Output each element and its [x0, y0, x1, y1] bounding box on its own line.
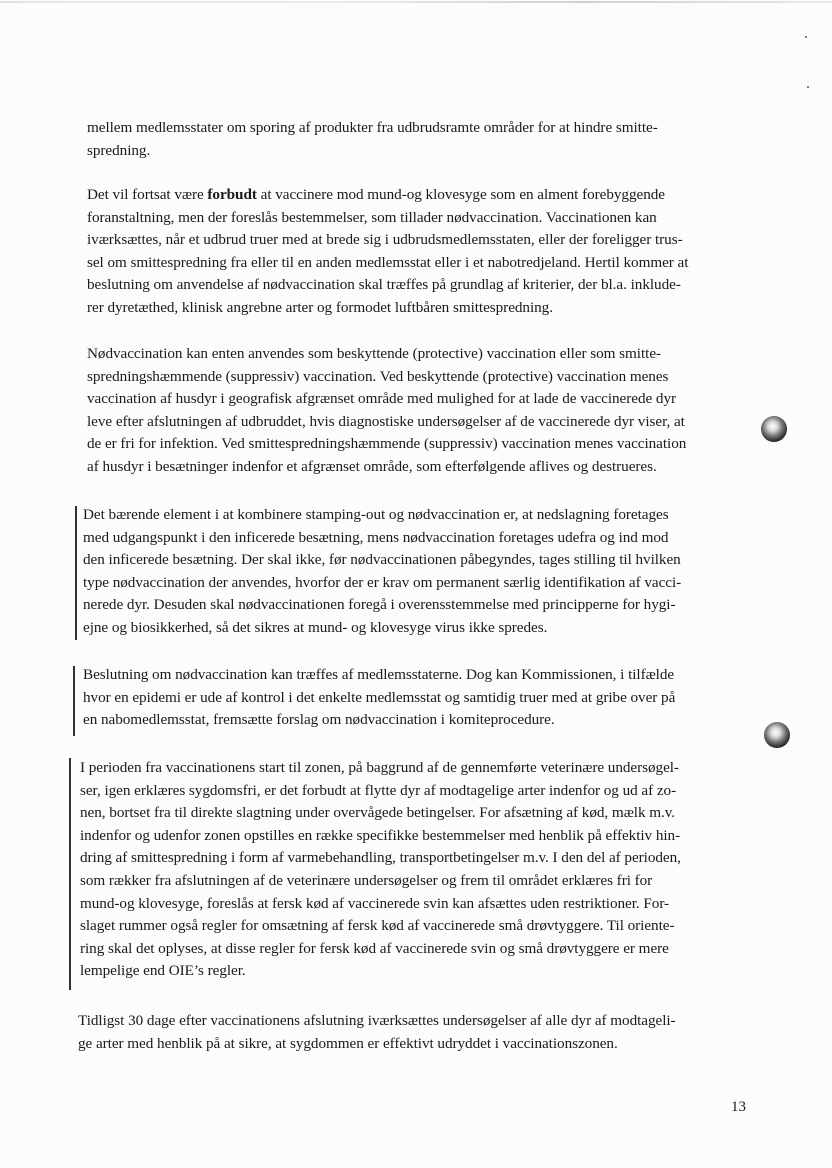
text-line: slaget rummer også regler for omsætning af fersk kød af vaccinerede små drøvtyggere. Til oriente-: [80, 917, 675, 935]
text-line: Nødvaccination kan enten anvendes som beskyttende (protective) vaccination eller som smitte-: [87, 345, 662, 362]
text-line: med udgangspunkt i den inficerede besætning, mens nødvaccination foretages udefra og ind mod: [83, 528, 669, 546]
paragraph-stamping-out: [83, 504, 681, 640]
punch-hole: [761, 416, 787, 442]
paragraph-decision: [83, 664, 675, 732]
text-line: af husdyr i besætninger indenfor et afgrænset område, som efterfølgende aflives og destrueres.: [87, 457, 657, 475]
text-line: sel om smittespredning fra eller til en anden medlemsstat eller i et nabotredjeland. Hertil kommer at: [87, 253, 689, 271]
text-line: de er fri for infektion. Ved smittespredningshæmmende (suppressiv) vaccination menes vaccination: [87, 435, 687, 453]
text-line: rer dyretæthed, klinisk angrebne arter og formodet luftbåren smittespredning.: [87, 298, 553, 316]
text-line: vaccination af husdyr i geografisk afgrænset område med mulighed for at lade de vaccinerede dyr: [87, 390, 677, 408]
paragraph-contact-tracing: [87, 117, 658, 162]
text-line: den inficerede besætning. Der skal ikke, før nødvaccinationen påbegyndes, tages stilling til hvilken: [83, 551, 681, 569]
scan-speck: [805, 36, 807, 38]
page-number: 13: [731, 1099, 746, 1115]
emphasis-forbudt: forbudt: [207, 186, 257, 203]
text-line: dring af smittespredning i form af varmebehandling, transportbetingelser m.v. I den del af perioden,: [80, 849, 681, 867]
text-line: nerede dyr. Desuden skal nødvaccinationen foregå i overensstemmelse med principperne for hygi-: [83, 596, 676, 614]
text-line: Det bærende element i at kombinere stamping-out og nødvaccination er, at nedslagning foretages: [83, 506, 669, 523]
text-line: leve efter afslutningen af udbruddet, hvis diagnostiske undersøgelser af de vaccinerede dyr viser, at: [87, 412, 685, 430]
paragraph-surveillance: [78, 1010, 676, 1055]
revision-bar: [75, 506, 77, 640]
text-line: foranstaltning, men der foreslås bestemmelser, som tillader nødvaccination. Vaccinationen kan: [87, 208, 657, 226]
text-line: en nabomedlemsstat, fremsætte forslag om nødvaccination i komiteprocedure.: [83, 711, 555, 729]
text-line: nen, bortset fra til direkte slagtning under overvågede betingelser. For afsætning af kød, mælk m.v.: [80, 804, 676, 822]
paragraph-vaccination-types: [87, 343, 686, 479]
text-line: som rækker fra afslutningen af de veterinære undersøgelser og frem til området erklæres fri for: [80, 871, 653, 889]
text-line: spredning.: [87, 141, 151, 159]
text-line: beslutning om anvendelse af nødvaccination skal træffes på grundlag af kriterier, der bl.a. inklude-: [87, 276, 681, 294]
text-line: mund-og klovesyge, foreslås at fersk kød af vaccinerede svin kan afsættes uden restriktioner. For-: [80, 894, 670, 912]
text-line: spredningshæmmende (suppressiv) vaccination. Ved beskyttende (protective) vaccination menes: [87, 367, 669, 385]
text-line: Tidligst 30 dage efter vaccinationens afslutning iværksættes undersøgelser af alle dyr af modtageli-: [78, 1012, 676, 1029]
punch-hole: [764, 722, 790, 748]
text-run: at vaccinere mod mund-og klovesyge som en alment forebyggende: [256, 186, 665, 203]
text-line: ring skal det oplyses, at disse regler for fersk kød af vaccinerede svin og små drøvtyggere er mere: [80, 939, 669, 957]
text-line: ge arter med henblik på at sikre, at sygdommen er effektivt udryddet i vaccinationszonen.: [78, 1034, 618, 1052]
revision-bar: [73, 666, 75, 736]
text-line: indenfor og udenfor zonen opstilles en række specifikke bestemmelser med henblik på effektiv hin-: [80, 826, 681, 844]
paragraph-zone-period: [80, 757, 681, 983]
scan-top-edge: [0, 1, 832, 3]
paragraph-vaccination-ban: [87, 184, 688, 320]
text-line: mellem medlemsstater om sporing af produkter fra udbrudsramte områder for at hindre smitte-: [87, 119, 658, 136]
revision-bar: [69, 758, 71, 990]
text-line: iværksættes, når et udbrud truer med at brede sig i udbrudsmedlemsstaten, eller der foreligger trus-: [87, 231, 683, 249]
text-line: I perioden fra vaccinationens start til zonen, på baggrund af de gennemførte veterinære undersøgel-: [80, 759, 679, 776]
text-line: hvor en epidemi er ude af kontrol i det enkelte medlemsstat og samtidig truer med at gribe over på: [83, 688, 676, 706]
text-line: lempelige end OIE’s regler.: [80, 962, 246, 980]
text-line: [87, 184, 688, 207]
text-line: ejne og biosikkerhed, så det sikres at mund- og klovesyge virus ikke spredes.: [83, 618, 548, 636]
text-line: type nødvaccination der anvendes, hvorfor der er krav om permanent særlig identifikation af vacci-: [83, 573, 682, 591]
scan-speck: [807, 86, 809, 88]
text-run: Det vil fortsat være: [87, 186, 208, 203]
text-line: ser, igen erklæres sygdomsfri, er det forbudt at flytte dyr af modtagelige arter indenfor og ud af zo-: [80, 781, 677, 799]
text-line: Beslutning om nødvaccination kan træffes af medlemsstaterne. Dog kan Kommissionen, i tilfælde: [83, 666, 675, 683]
